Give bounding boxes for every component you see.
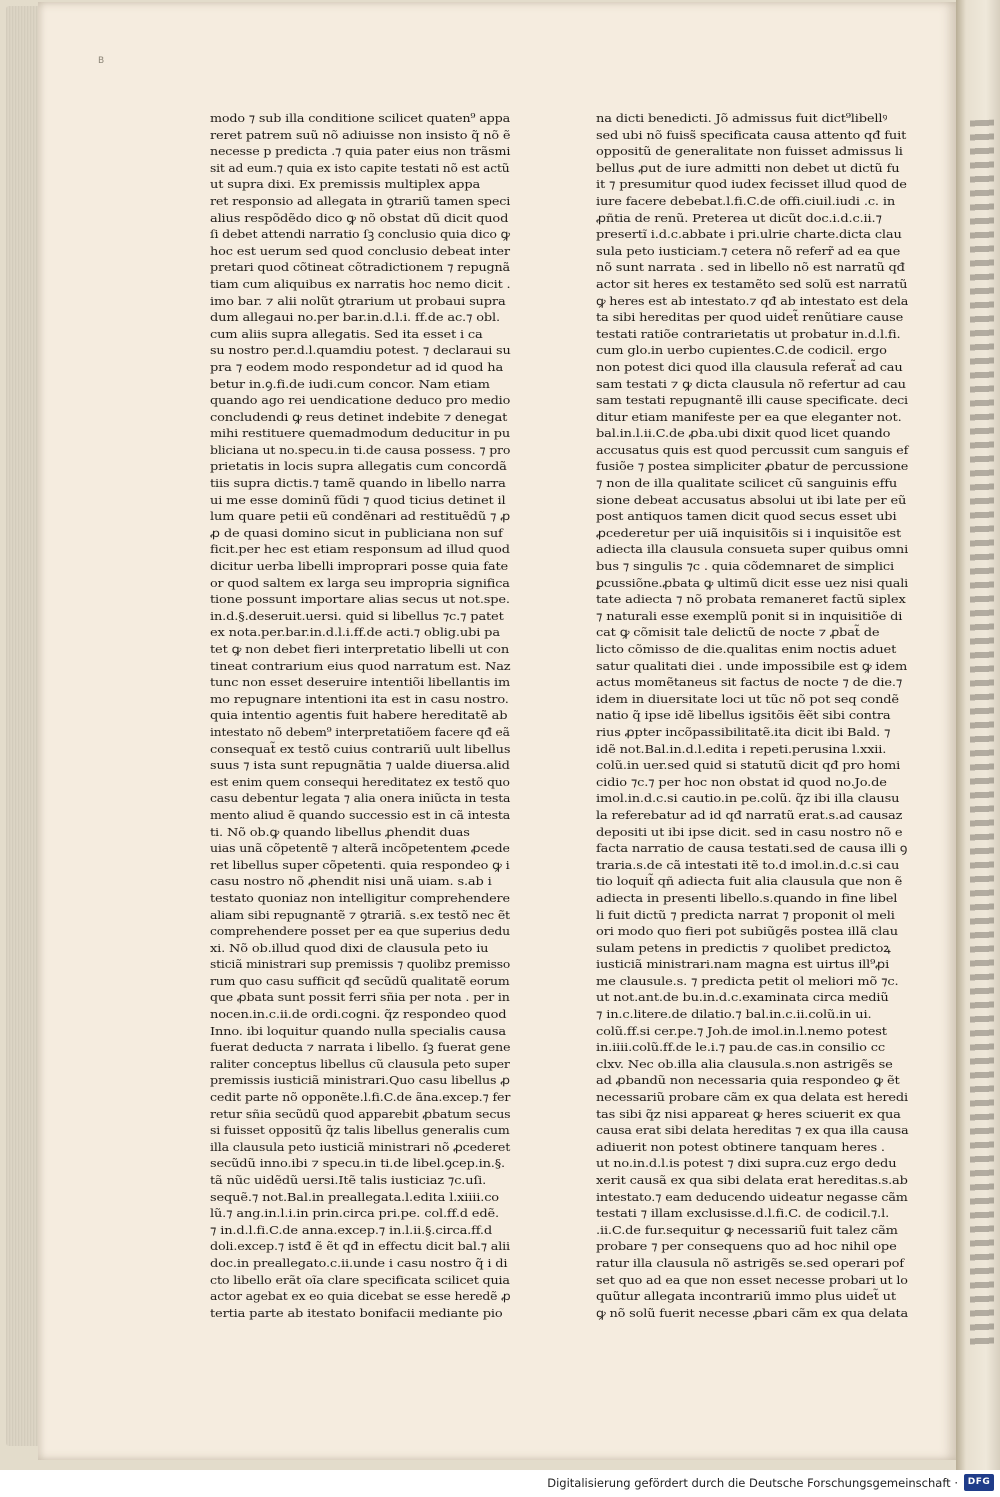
text-line: bus ⁊ singulis ⁊c . quia cõdemnaret de simplici [596,559,894,574]
text-line: fusiõe ⁊ postea simpliciter ꝓbatur de percussione [596,459,909,474]
text-line: fuerat deducta ⁊ narrata i libello. ſꝫ fuerat gene [210,1040,511,1055]
text-line: ut not.ant.de bu.in.d.c.examinata circa mediũ [596,990,889,1005]
text-line: casu debentur legata ⁊ alia onera iniũcta in testa [210,791,511,806]
text-line: clxv. Nec ob.illa alia clausula.s.non astrigẽs se [596,1056,893,1071]
text-line: ditur etiam manifeste per ea que eleganter not. [596,409,902,424]
text-line: rum quo casu sufficit qđ secũdũ qualitatẽ eorum [210,973,510,988]
text-line: nocen.in.c.ii.de ordi.cogni. q̃z respondeo quod [210,1007,507,1022]
text-line: presertĩ i.d.c.abbate i pri.ulrie charte.dicta clau [596,227,902,242]
text-line: .ii.C.de fur.sequitur ꝙ necessariũ fuit talez cãm [596,1222,898,1237]
text-line: ret responsio ad allegata in ꝯtrariũ tamen speci [210,193,511,208]
text-line: aliam sibi repugnantẽ ⁊ ꝯtrariã. s.ex testõ nec ẽt [210,907,510,922]
text-line: iure facere debebat.l.fi.C.de offi.ciuil.iudi .c. in [596,193,896,208]
text-line: concludendi ꝙ reus detinet indebite ⁊ denegat [210,409,508,424]
text-line: si fuisset oppositũ q̃z talis libellus generalis cum [210,1123,510,1138]
text-line: ta sibi hereditas per quod uidet̃ renũtiare cause [596,310,904,325]
text-line: ret libellus super cõpetenti. quia respondeo ꝙ i [210,857,510,872]
text-line: tiam cum aliquibus ex narratis hoc nemo dicit . [210,276,511,291]
right-text-column [596,110,908,1321]
text-line: licto cõmisso de die.qualitas enim noctis aduet [596,642,897,656]
text-line: me clausule.s. ⁊ predicta petit ol meliori mõ ⁊c. [596,973,899,988]
text-line: testati ratiõe contrarietatis ut probatur in.d.l.fi. [596,326,901,341]
text-line: comprehendere posset per ea que superius dedu [210,924,510,939]
text-line: facta narratio de causa testati.sed de causa illi ꝯ [596,841,908,856]
text-line: consequat̃ ex testõ cuius contrariũ uult libellus [210,741,511,756]
text-line: lum quare petii eũ condẽnari ad restituẽdũ ⁊ ꝓ [210,509,511,524]
text-line: probare ⁊ per consequens quo ad hoc nihil ope [596,1239,897,1254]
text-line: alius respõdẽdo dico ꝙ nõ obstat dũ dicit quod [210,210,509,225]
text-line: lũ.⁊ ang.in.l.i.in prin.circa pri.pe. col.ff.d edẽ. [210,1206,499,1221]
corner-mark: B [98,56,105,66]
text-line: testato quoniaz non intelligitur comprehendere [210,890,510,905]
text-line: post antiquos tamen dicit quod secus esset ubi [596,509,897,524]
text-line: idẽ not.Bal.in.d.l.edita i repeti.perusina l.xxii. [596,741,887,756]
text-line: adiecta in presenti libello.s.quando in fine libel [596,890,898,905]
text-line: raliter conceptus libellus cũ clausula peto super [210,1056,510,1071]
text-line: non potest dici quod illa clausula referat̃ ad cau [596,359,903,374]
text-line: na dicti benedicti. Jõ admissus fuit dict⁹libellꝰ [596,111,888,125]
text-line: satur qualitati diei . unde impossibile est ꝙ idem [596,658,908,673]
text-line: reret patrem suũ nõ adiuisse non insisto q̃ nõ ẽ [210,127,511,142]
text-line: ꝙ nõ solũ fuerit necesse ꝓbari cãm ex qua delata [596,1305,909,1320]
text-line: cum aliis supra allegatis. Sed ita esset i ca [210,326,483,341]
text-line: secũdũ inno.ibi ⁊ specu.in ti.de libel.ꝯcep.in.§. [210,1156,506,1171]
text-line: hoc est uerum sed quod conclusio debeat inter [210,243,510,258]
text-line: mento aliud ẽ quando successio est in cã intesta [210,807,511,822]
text-line: ꝓcederetur per uiã inquisitõis si i inquisitõe est [596,525,902,540]
text-line: modo ⁊ sub illa conditione scilicet quaten⁹ appa [210,111,511,125]
text-line: causa erat sibi delata hereditas ⁊ ex qua illa causa [596,1123,909,1138]
text-line: sula peto iusticiam.⁊ cetera nõ referr̃ ad ea que [596,243,901,258]
text-line: cat ꝙ cõmisit tale delictũ de nocte ⁊ ꝓbat̃ de [596,625,880,640]
text-line: actus momẽtaneus sit factus de nocte ⁊ de die.⁊ [596,675,903,690]
text-line: set quo ad ea que non esset necesse probari ut lo [596,1272,908,1287]
text-line: ratur illa clausula nõ astrigẽs se.sed operari pof [596,1255,904,1270]
text-line: ut no.in.d.l.is potest ⁊ dixi supra.cuz ergo dedu [596,1156,897,1171]
text-line: su nostro per.d.l.quamdiu potest. ⁊ declaraui su [210,343,511,358]
text-line: ex nota.per.bar.in.d.l.i.ff.de acti.⁊ oblig.ubi pa [210,625,500,640]
text-line: accusatus quis est quod percussit cum sanguis ef [596,442,909,457]
text-line: li fuit dictũ ⁊ predicta narrat ⁊ proponit ol meli [596,907,895,922]
text-line: quia intentio agentis fuit habere hereditatẽ ab [210,708,508,723]
text-line: sione debeat accusatus absolui ut ibi late per eũ [596,492,907,507]
text-line: cum glo.in uerbo cupientes.C.de codicil. ergo [596,343,887,358]
text-line: doli.excep.⁊ istđ ẽ ẽt qđ in effectu dicit bal.⁊ alii [210,1239,510,1254]
text-line: depositi ut ibi ipse dicit. sed in casu nostro nõ e [596,824,903,839]
text-line: oppositũ de generalitate non fuisset admissus li [596,144,903,159]
text-line: ad ꝓbandũ non necessaria quia respondeo ꝙ ẽt [596,1073,900,1088]
text-line: adiuerit non potest obtinere tanquam heres . [596,1139,885,1154]
text-line: intestato.⁊ eam deducendo uideatur negasse cãm [596,1189,908,1204]
text-line: natio q̃ ipse idẽ libellus igsitõis ẽẽt sibi contra [596,708,891,723]
text-line: ꝙ heres est ab intestato.⁊ qđ ab intestato est dela [596,293,909,308]
text-line: doc.in preallegato.c.ii.unde i casu nostro q̃ i di [210,1255,508,1270]
text-line: intestato nõ debem⁹ interpretatiõem facere qđ eã [210,724,510,739]
page-edge-stack [6,6,40,1446]
text-line: dum allegaui no.per bar.in.d.l.i. ff.de ac.⁊ obl. [210,310,500,325]
facing-page-text-bleed [970,120,994,1351]
text-line: betur in.ꝯ.fi.de iudi.cum concor. Nam etiam [210,376,490,391]
text-line: sulam petens in predictis ⁊ quolibet predictoꝝ [596,940,891,955]
text-line: sit ad eum.⁊ quia ex isto capite testati nõ est actũ [210,160,510,175]
text-line: casu nostro nõ ꝓhendit nisi unã uiam. s.ab i [210,874,492,889]
text-line: ori modo quo fieri pot subiũgẽs postea illã clau [596,924,898,939]
text-line: ⁊ non de illa qualitate scilicet cũ sanguinis effu [596,476,898,491]
text-line: ꝓñtia de renũ. Preterea ut dicũt doc.i.d.c.ii.⁊ [596,210,882,225]
text-line: quando ago rei uendicatione deduco pro medio [210,393,511,408]
text-line: sequẽ.⁊ not.Bal.in preallegata.l.edita l.xiiii.co [210,1189,499,1204]
text-line: sam testati repugnantẽ illi cause specificate. deci [596,393,908,408]
text-line: tunc non esset deseruire intentiõi libellantis im [210,675,510,690]
left-text-column [210,110,510,1321]
text-line: necessariũ probare cãm ex qua delata est heredi [596,1090,908,1105]
text-line: ut supra dixi. Ex premissis multiplex appa [210,177,481,192]
text-line: traria.s.de cã intestati itẽ to.d imol.in.d.c.si cau [596,857,900,872]
text-line: in.iiii.colũ.ff.de le.i.⁊ pau.de cas.in consilio cc [596,1040,885,1055]
text-line: mo repugnare intentioni ita est in casu nostro. [210,691,509,706]
text-line: tione possunt importare alias secus ut not.spe. [210,592,510,607]
text-line: actor sit heres ex testamẽto sed solũ est narratũ [596,276,908,291]
text-line: cto libello erãt oĩa clare specificata scilicet quia [210,1272,510,1287]
facing-page-edge [956,0,1000,1470]
text-line: colũ.ff.si cer.pe.⁊ Joh.de imol.in.l.nemo potest [596,1023,887,1038]
text-line: ficit.per hec est etiam responsum ad illud quod [210,542,510,557]
text-line: tiis supra dictis.⁊ tamẽ quando in libello narra [210,476,506,491]
text-line: ⁊ in.c.litere.de dilatio.⁊ bal.in.c.ii.colũ.in ui. [596,1007,872,1022]
text-line: tertia parte ab itestato bonifacii mediante pio [210,1305,503,1320]
text-line: necesse p predicta .⁊ quia pater eius non trãsmi [210,144,511,159]
text-line: premissis iusticiã ministrari.Quo casu libellus ꝓ [210,1073,510,1088]
text-line: tate adiecta ⁊ nõ probata remaneret factũ siplex [596,592,906,607]
text-line: xi. Nõ ob.illud quod dixi de clausula peto iu [210,940,489,955]
text-line: mihi restituere quemadmodum deducitur in pu [210,426,510,441]
text-line: la referebatur ad id qđ narratũ erat.s.ad causaz [596,807,903,822]
text-line: it ⁊ presumitur quod iudex fecisset illud quod de [596,177,907,192]
text-line: pretari quod cõtineat cõtradictionem ⁊ repugnã [210,260,510,275]
text-line: uias unã cõpetentẽ ⁊ alterã incõpetentem ꝓcede [210,841,510,856]
text-line: actor agebat ex eo quia dicebat se esse heredẽ ꝓ [210,1289,511,1304]
text-line: suus ⁊ ista sunt repugnãtia ⁊ ualde diuersa.alid [210,758,510,773]
text-line: imo bar. ⁊ alii nolũt ꝯtrarium ut probaui supra [210,293,506,308]
text-line: in.d.§.deseruit.uersi. quid si libellus ⁊c.⁊ patet [210,608,504,623]
text-line: pra ⁊ eodem modo respondetur ad id quod ha [210,359,504,374]
text-line: tã nũc uidẽdũ uersi.Itẽ talis iusticiaz ⁊c.uſi. [210,1173,487,1187]
text-line: bal.in.l.ii.C.de ꝓba.ubi dixit quod licet quando [596,426,891,441]
text-line: bliciana ut no.specu.in ti.de causa possess. ⁊ pro [210,442,511,457]
text-line: ⁊ in.d.l.fi.C.de anna.excep.⁊ in.l.ii.§.circa.ff.d [210,1222,493,1237]
text-line: cedit parte nõ opponẽte.l.fi.C.de ãna.excep.⁊ fer [210,1090,511,1105]
text-line: bellus ꝓut de iure admitti non debet ut dictũ fu [596,160,900,175]
text-line: testati ⁊ illam exclusisse.d.l.fi.C. de codicil.⁊.l. [596,1206,890,1221]
text-line: sed ubi nõ fuiss̃ specificata causa attento qđ fuit [596,127,907,142]
dfg-logo-icon: DFG [964,1474,994,1491]
text-line: iusticiã ministrari.nam magna est uirtus ill⁹ꝓi [596,957,890,972]
text-line: est enim quem consequi hereditatez ex testõ quo [210,774,510,789]
text-line: Inno. ibi loquitur quando nulla specialis causa [210,1023,506,1038]
text-line: illa clausula peto iusticiã ministrari nõ ꝓcederet [210,1139,511,1154]
text-line: prietatis in locis supra allegatis cum concordã [210,459,507,474]
text-line: ꝓ de quasi domino sicut in publiciana non suf [210,525,503,540]
text-line: sam testati ⁊ ꝙ dicta clausula nõ refertur ad cau [596,376,906,391]
text-line: idem in diuersitate loci ut tũc nõ pot seq condẽ [596,691,899,706]
text-line: tas sibi q̃z nisi appareat ꝙ heres sciuerit ex qua [596,1106,901,1121]
text-line: ſi debet attendi narratio ſꝫ conclusio quia dico ꝙ [210,227,510,242]
footer-credit: Digitalisierung gefördert durch die Deutsche Forschungsgemeinschaft · [547,1476,958,1490]
text-line: nõ sunt narrata . sed in libello nõ est narratũ qđ [596,260,905,275]
text-line: quũtur allegata incontrariũ immo plus uidet̃ ut [596,1289,896,1304]
text-line: cidio ⁊c.⁊ per hoc non obstat id quod no.Jo.de [596,774,887,789]
text-line: retur sñia secũdũ quod apparebit ꝓbatum secus [210,1106,511,1121]
text-line: rius ꝓpter incõpassibilitatẽ.ita dicit ibi Bald. ⁊ [596,724,891,739]
text-line: ⁊ naturali esse exemplũ ponit si in inquisitiõe di [596,608,903,623]
text-line: tio loquit̃ qñ adiecta fuit alia clausula que non ẽ [596,874,903,889]
text-line: tineat contrarium eius quod narratum est. Naz [210,658,511,673]
text-line: ti. Nõ ob.ꝙ quando libellus ꝓhendit duas [210,824,470,839]
text-line: dicitur uerba libelli improprari posse quia fate [210,559,509,574]
text-line: adiecta illa clausula consueta super quibus omni [596,542,909,557]
text-line: tet ꝙ non debet fieri interpretatio libelli ut con [210,642,510,656]
text-line: colũ.in uer.sed quid si statutũ dicit qđ pro homi [596,758,901,773]
text-line: ui me esse dominũ fũdi ⁊ quod ticius detinet il [210,492,506,507]
digitization-footer [0,1470,1000,1497]
text-line: ꝑcussiõne.ꝓbata ꝙ ultimũ dicit esse uez nisi quali [596,575,909,590]
text-line: or quod saltem ex larga seu impropria significa [210,575,510,590]
text-line: xerit causã ex qua sibi delata erat hereditas.s.ab [596,1173,908,1187]
text-line: sticiã ministrari sup premissis ⁊ quolibz premisso [210,957,511,972]
text-line: que ꝓbata sunt possit ferri sñia per nota . per in [210,990,510,1005]
text-line: imol.in.d.c.si cautio.in pe.colũ. q̃z ibi illa clausu [596,791,900,806]
